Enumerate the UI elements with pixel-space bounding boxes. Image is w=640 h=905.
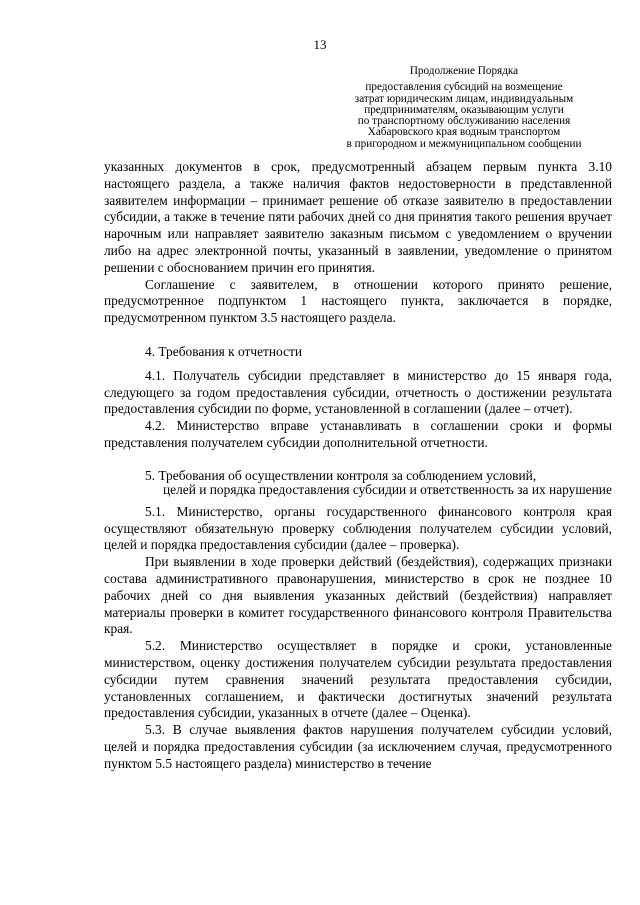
paragraph: При выявлении в ходе проверки действий (бездействия), содержащих признаки состава административного правонарушения, министерство в срок не позднее 10 рабочих дней со дня выявления указанных действий (бездействия) направляет материалы проверки в комитет государственного финансового контроля Правительства края. <box>104 554 612 637</box>
header-line: затрат юридическим лицам, индивидуальным <box>354 92 574 105</box>
paragraph: 4.2. Министерство вправе устанавливать в соглашении сроки и формы представления получателем субсидии дополнительной отчетности. <box>104 418 612 450</box>
header-line: предоставления субсидий на возмещение <box>365 81 563 94</box>
page-number: 13 <box>313 37 327 52</box>
header-line: по транспортному обслуживанию населения <box>357 115 571 128</box>
header-title: Продолжение Порядка <box>409 65 519 77</box>
header-line: в пригородном и межмуниципальном сообщении <box>346 137 582 150</box>
section-heading-continuation: целей и порядка предоставления субсидии и ответственность за их нарушение <box>163 481 612 497</box>
paragraph: 5.2. Министерство осуществляет в порядке и сроки, установленные министерством, оценку достижения получателем субсидии результата предоставления субсидии путем сравнения значений результата предоставления субсидии, установленных соглашением, и фактически достигнутых значений результата предоставления субсидии, указанных в отчете (далее – Оценка). <box>104 638 612 721</box>
section-heading: 4. Требования к отчетности <box>145 343 303 359</box>
continuation-header <box>330 66 598 150</box>
paragraph: 4.1. Получатель субсидии представляет в министерство до 15 января года, следующего за годом предоставления субсидии, отчетность о достижении результата предоставления субсидии по форме, установленной в соглашении (далее – отчет). <box>104 367 612 417</box>
document-body <box>104 159 612 773</box>
section-heading <box>104 469 612 497</box>
paragraph: Соглашение с заявителем, в отношении которого принято решение, предусмотренное подпунктом 1 настоящего пункта, заключается в порядке, предусмотренном пунктом 3.5 настоящего раздела. <box>104 276 612 326</box>
paragraph: указанных документов в срок, предусмотренный абзацем первым пункта 3.10 настоящего раздела, а также наличия фактов недостоверности в представленной заявителем информации – принимает решение об отказе заявителю в предоставлении субсидии, а также в течение пяти рабочих дней со дня принятия такого решения вручает нарочным или направляет заявителю заказным письмом с уведомлением о вручении либо на адрес электронной почты, указанный в заявлении, уведомление о принятом решении с обоснованием причин его принятия. <box>104 159 612 275</box>
paragraph: 5.3. В случае выявления фактов нарушения получателем субсидии условий, целей и порядка предоставления субсидии (за исключением случая, предусмотренного пунктом 5.5 настоящего раздела) министерство в течение <box>104 722 612 771</box>
paragraph: 5.1. Министерство, органы государственного финансового контроля края осуществляют обязательную проверку соблюдения получателем субсидии условий, целей и порядка предоставления субсидии (далее – проверка). <box>104 503 612 553</box>
header-line: Хабаровского края водным транспортом <box>367 126 561 139</box>
header-line: предпринимателям, оказывающим услуги <box>364 103 564 116</box>
section-heading-line: 5. Требования об осуществлении контроля за соблюдением условий, <box>145 467 537 483</box>
